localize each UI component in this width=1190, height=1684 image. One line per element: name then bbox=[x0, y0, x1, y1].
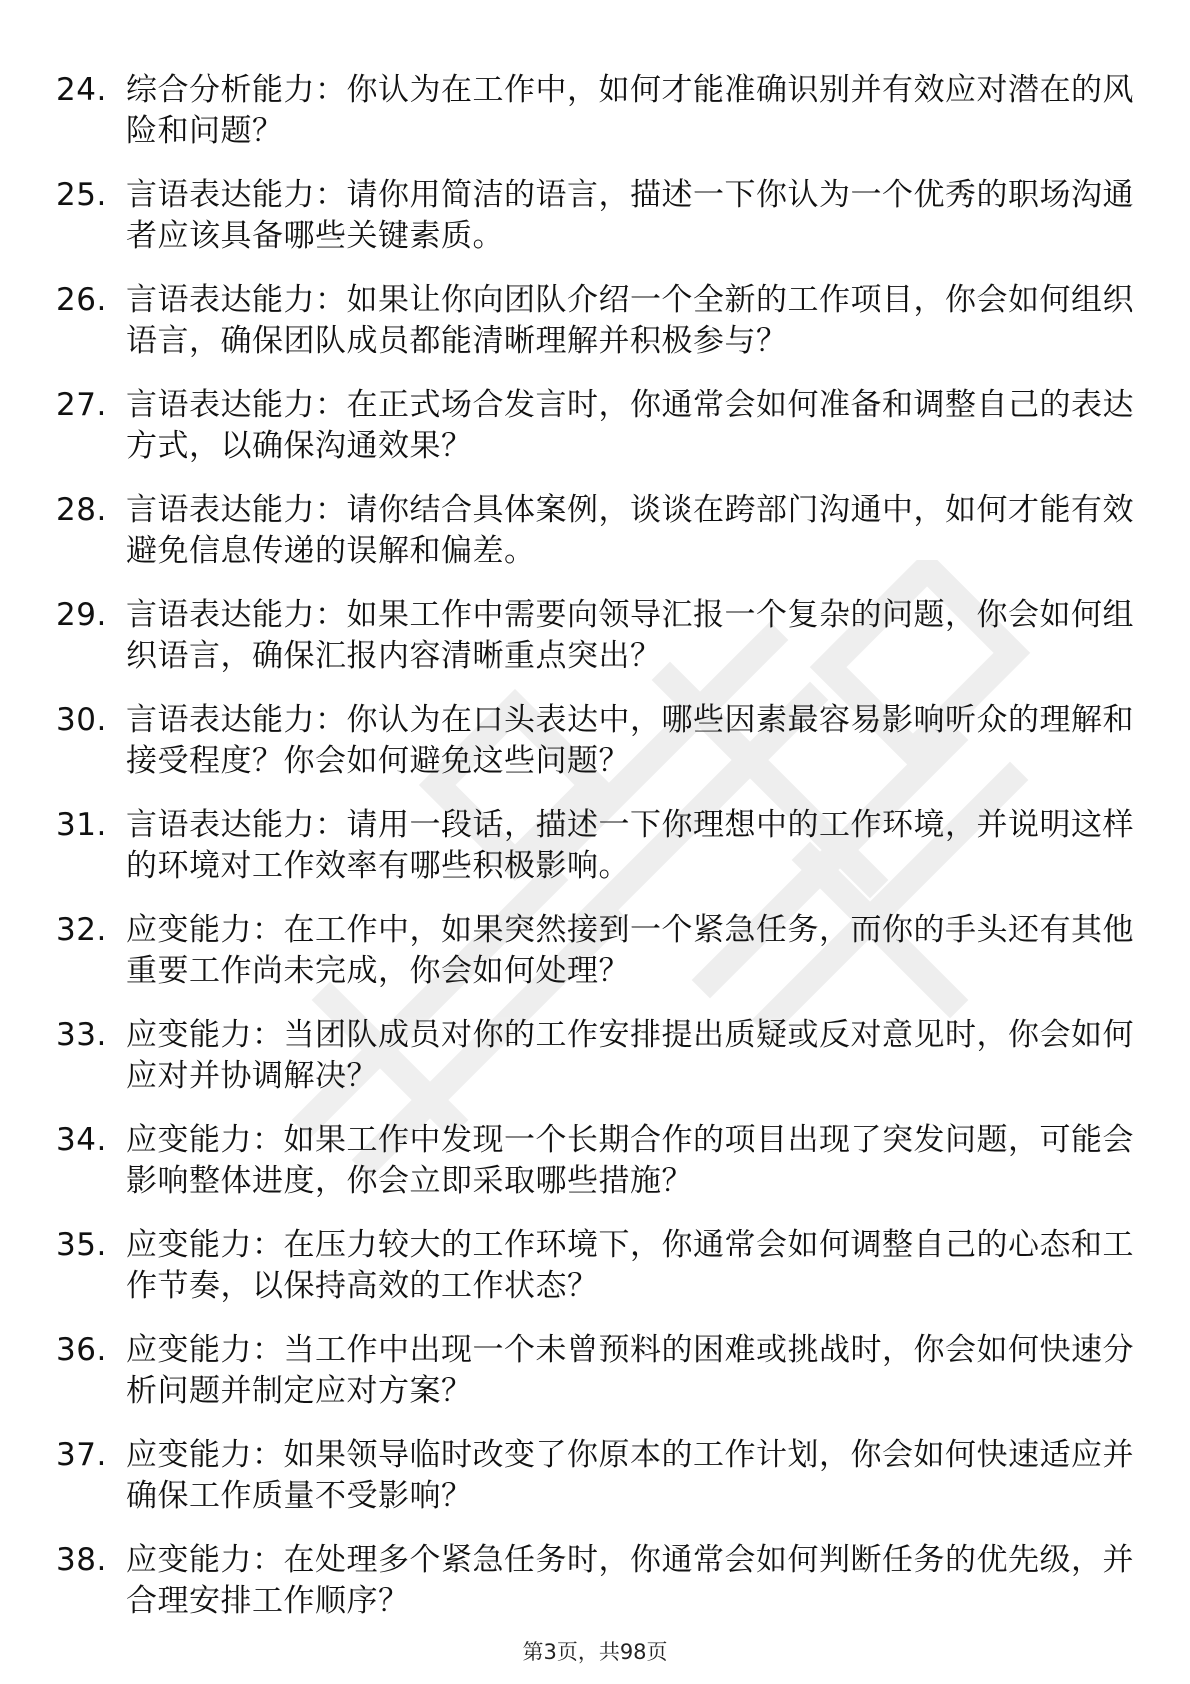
question-item bbox=[56, 595, 1136, 677]
question-item bbox=[56, 280, 1136, 362]
question-number: 35. bbox=[56, 1227, 107, 1263]
question-item bbox=[56, 1225, 1136, 1307]
question-number: 27. bbox=[56, 387, 107, 423]
question-text: 言语表达能力：请你结合具体案例，谈谈在跨部门沟通中，如何才能有效避免信息传递的误解和偏差。 bbox=[126, 492, 1134, 569]
question-number: 30. bbox=[56, 702, 107, 738]
question-number: 36. bbox=[56, 1332, 107, 1368]
question-text: 应变能力：在处理多个紧急任务时，你通常会如何判断任务的优先级，并合理安排工作顺序？ bbox=[126, 1542, 1134, 1619]
question-item bbox=[56, 700, 1136, 782]
question-text: 应变能力：当团队成员对你的工作安排提出质疑或反对意见时，你会如何应对并协调解决？ bbox=[126, 1017, 1134, 1094]
question-item bbox=[56, 70, 1136, 152]
question-text: 应变能力：如果工作中发现一个长期合作的项目出现了突发问题，可能会影响整体进度，你会立即采取哪些措施？ bbox=[126, 1122, 1134, 1199]
question-number: 34. bbox=[56, 1122, 107, 1158]
question-text: 言语表达能力：在正式场合发言时，你通常会如何准备和调整自己的表达方式，以确保沟通效果？ bbox=[126, 387, 1134, 464]
question-text: 应变能力：如果领导临时改变了你原本的工作计划，你会如何快速适应并确保工作质量不受影响？ bbox=[126, 1437, 1134, 1514]
question-number: 25. bbox=[56, 177, 107, 213]
question-item bbox=[56, 1435, 1136, 1517]
question-number: 29. bbox=[56, 597, 107, 633]
question-text: 应变能力：在工作中，如果突然接到一个紧急任务，而你的手头还有其他重要工作尚未完成，你会如何处理？ bbox=[126, 912, 1134, 989]
question-number: 32. bbox=[56, 912, 107, 948]
question-text: 言语表达能力：如果让你向团队介绍一个全新的工作项目，你会如何组织语言，确保团队成员都能清晰理解并积极参与？ bbox=[126, 282, 1134, 359]
question-item bbox=[56, 910, 1136, 992]
question-text: 综合分析能力：你认为在工作中，如何才能准确识别并有效应对潜在的风险和问题？ bbox=[126, 72, 1134, 149]
question-item bbox=[56, 490, 1136, 572]
question-item bbox=[56, 805, 1136, 887]
question-text: 言语表达能力：如果工作中需要向领导汇报一个复杂的问题，你会如何组织语言，确保汇报内容清晰重点突出？ bbox=[126, 597, 1134, 674]
question-item bbox=[56, 1330, 1136, 1412]
question-item bbox=[56, 1015, 1136, 1097]
question-list bbox=[56, 70, 1136, 1645]
question-number: 31. bbox=[56, 807, 107, 843]
question-number: 28. bbox=[56, 492, 107, 528]
question-number: 26. bbox=[56, 282, 107, 318]
question-item bbox=[56, 385, 1136, 467]
question-text: 言语表达能力：请用一段话，描述一下你理想中的工作环境，并说明这样的环境对工作效率有哪些积极影响。 bbox=[126, 807, 1134, 884]
question-text: 应变能力：当工作中出现一个未曾预料的困难或挑战时，你会如何快速分析问题并制定应对方案？ bbox=[126, 1332, 1134, 1409]
question-number: 33. bbox=[56, 1017, 107, 1053]
question-text: 言语表达能力：请你用简洁的语言，描述一下你认为一个优秀的职场沟通者应该具备哪些关键素质。 bbox=[126, 177, 1134, 254]
page-number-label: 第3页，共98页 bbox=[522, 1640, 668, 1664]
page-footer bbox=[0, 1636, 1190, 1666]
question-item bbox=[56, 1540, 1136, 1622]
question-number: 38. bbox=[56, 1542, 107, 1578]
question-item bbox=[56, 175, 1136, 257]
question-item bbox=[56, 1120, 1136, 1202]
question-text: 言语表达能力：你认为在口头表达中，哪些因素最容易影响听众的理解和接受程度？你会如何避免这些问题？ bbox=[126, 702, 1134, 779]
question-text: 应变能力：在压力较大的工作环境下，你通常会如何调整自己的心态和工作节奏，以保持高效的工作状态？ bbox=[126, 1227, 1134, 1304]
question-number: 24. bbox=[56, 72, 107, 108]
question-number: 37. bbox=[56, 1437, 107, 1473]
